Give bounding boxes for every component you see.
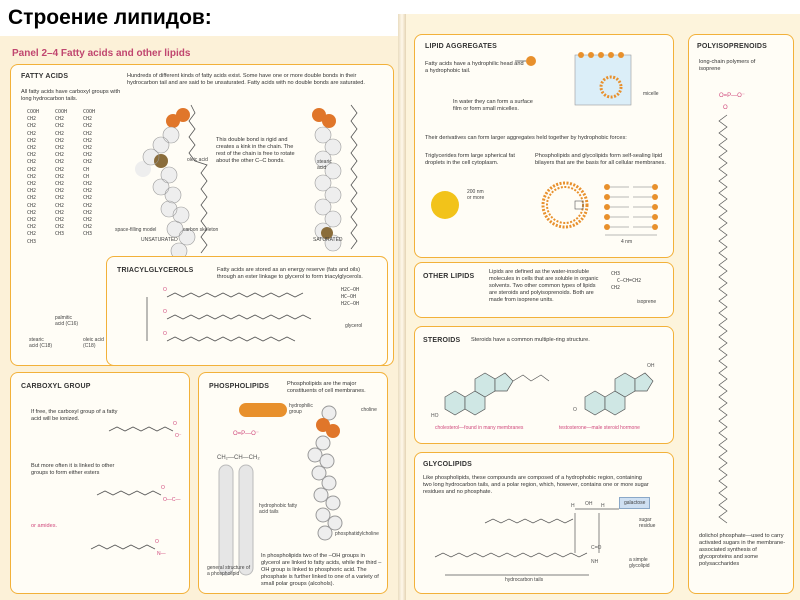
phospholipids-bilayer-text: Phospholipids and glycolipids form self-sealing lipid bilayers that are the basis for all cellular membranes. — [535, 153, 666, 166]
phospholipids-box — [198, 372, 388, 594]
svg-text:O=P—O⁻: O=P—O⁻ — [719, 93, 746, 99]
triglycerides-text: Triglycerides form large spherical fat droplets in the cell cytoplasm. — [425, 153, 515, 166]
lipid-aggregates-heading: LIPID AGGREGATES — [425, 43, 498, 50]
water-beaker — [575, 55, 631, 105]
triacylglycerol-structure — [107, 257, 389, 367]
lipid-aggregates-diagram — [415, 35, 675, 259]
svg-text:OH: OH — [585, 501, 593, 507]
phospholipids-heading: PHOSPHOLIPIDS — [209, 383, 270, 390]
space-filling-label: space-filling model — [115, 227, 157, 233]
svg-text:O: O — [163, 309, 167, 315]
hydrophilic-group-label: hydrophilic group — [289, 403, 313, 415]
svg-text:O: O — [573, 407, 577, 413]
svg-text:OH: OH — [647, 363, 655, 369]
dolichol-phosphate-structure — [689, 35, 795, 595]
head-tail-text: Fatty acids have a hydrophilic head and a hydrophobic tail. — [425, 61, 524, 74]
polyisoprenoids-heading: POLYISOPRENOIDS — [697, 43, 768, 50]
svg-text:O: O — [161, 485, 165, 491]
other-lipids-text: Lipids are defined as the water-insoluble molecules in cells that are soluble in organic solvents. Two other common types of lipids are steroids and polyisoprenoids. Both are made from isoprene units. — [489, 269, 599, 303]
double-bond-note: This double bond is rigid and creates a kink in the chain. The rest of the chain is free to rotate about the other C–C bonds. — [216, 137, 295, 164]
phosphatidylcholine-label: phosphatidylcholine — [335, 531, 379, 537]
svg-text:O=P—O⁻: O=P—O⁻ — [233, 431, 260, 437]
svg-text:N—: N— — [157, 551, 166, 557]
svg-text:O: O — [155, 539, 159, 545]
stearic-chain: COOH CH2 CH2 CH2 CH2 CH2 CH2 CH2 CH2 CH2 CH2 CH2 CH2 CH2 CH2 CH2 CH2 CH3 — [55, 109, 68, 238]
svg-text:HO: HO — [431, 413, 439, 419]
derivatives-text: Their derivatives can form larger aggregates held together by hydrophobic forces: — [425, 135, 627, 141]
phosphatidylcholine-model — [308, 406, 342, 540]
micelle-label: micelle — [643, 91, 659, 97]
fatty-acids-description: Hundreds of different kinds of fatty acids exist. Some have one or more double bonds in their hydrocarbon tail and are said to be unsaturated. Fatty acids with no double bonds are saturated. — [127, 73, 365, 86]
svg-text:H: H — [571, 503, 575, 509]
bilayer-vesicle — [543, 183, 587, 227]
slide-title: Строение липидов: — [8, 6, 212, 29]
phospholipids-text: In phospholipids two of the –OH groups in glycerol are linked to fatty acids, while the third –OH group is linked to phosphoric acid. The phosphate is further linked to one of a variety of small polar groups (alcohols). — [261, 553, 382, 587]
triacylglycerols-text: Fatty acids are stored as an energy reserve (fats and oils) through an ester linkage to glycerol to form triacylglycerols. — [217, 267, 363, 280]
svg-text:NH: NH — [591, 559, 599, 565]
steroids-box — [414, 326, 674, 444]
unsaturated-label: UNSATURATED — [141, 237, 178, 243]
glycerol-label: glycerol — [345, 323, 363, 329]
svg-text:O—C—: O—C— — [163, 497, 181, 503]
svg-text:O: O — [723, 105, 728, 111]
steroids-text: Steroids have a common multiple-ring structure. — [471, 337, 590, 343]
carboxyl-text-esters: But more often it is linked to other groups to form either esters — [31, 463, 115, 476]
panel-title: Panel 2–4 Fatty acids and other lipids — [12, 48, 191, 59]
testosterone-label: testosterone—male steroid hormone — [559, 425, 640, 431]
glycolipids-heading: GLYCOLIPIDS — [423, 461, 473, 468]
glycolipids-box — [414, 452, 674, 594]
size-200nm-label: 200 nm or more — [467, 189, 485, 201]
carboxyl-text-amides: or amides. — [31, 523, 58, 529]
carboxyl-box — [10, 372, 190, 594]
cholesterol-label: cholesterol—found in many membranes — [435, 425, 524, 431]
isoprene-label: isoprene — [637, 299, 657, 305]
palmitic-chain: COOH CH2 CH2 CH2 CH2 CH2 CH2 CH2 CH2 CH2 CH2 CH2 CH2 CH2 CH2 CH2 CH2 CH2 CH3 — [27, 109, 40, 245]
lipid-aggregates-box — [414, 34, 674, 258]
fatty-tail-2 — [239, 465, 253, 575]
svg-text:O: O — [163, 287, 167, 293]
svg-text:C=O: C=O — [591, 545, 602, 551]
triacylglycerols-box — [106, 256, 388, 366]
dolichol-phosphate-text: dolichol phosphate—used to carry activated sugars in the membrane-associated synthesis of glycoproteins and some polysaccharides — [699, 533, 786, 567]
phospholipids-intro: Phospholipids are the major constituents of cell membranes. — [287, 381, 366, 394]
carboxyl-heading: CARBOXYL GROUP — [21, 383, 91, 390]
choline-label: choline — [361, 407, 377, 413]
svg-text:CH₂—CH—CH₂: CH₂—CH—CH₂ — [217, 455, 260, 461]
carboxyl-structures — [11, 373, 191, 595]
saturated-space-filling-model — [312, 108, 341, 251]
oleic-chain: COOH CH2 CH2 CH2 CH2 CH2 CH2 CH2 CH CH CH2 CH2 CH2 CH2 CH2 CH2 CH2 CH3 — [83, 109, 96, 238]
palmitic-label: palmitic acid (C16) — [55, 315, 79, 327]
stearic-skeleton — [351, 105, 357, 249]
hydrophobic-tails-label: hydrophobic fatty acid tails — [259, 503, 298, 515]
glycolipids-text: Like phospholipids, these compounds are composed of a hydrophobic region, containing two long hydrocarbon tails, and a polar region, which, however, contains one or more sugar residues and no phosphate. — [423, 475, 649, 495]
polyisoprenoids-box — [688, 34, 794, 594]
simple-glycolipid-label: a simple glycolipid — [629, 557, 650, 569]
glycolipid-structure — [415, 453, 675, 595]
glycerol-structure: H2C—OH HC—OH H2C—OH — [341, 287, 360, 308]
triacylglycerols-heading: TRIACYLGLYCEROLS — [117, 267, 194, 274]
stearic-label: stearic acid (C18) — [29, 337, 53, 349]
polyisoprenoids-text: long-chain polymers of isoprene — [699, 59, 756, 72]
steroids-heading: STEROIDS — [423, 337, 461, 344]
general-structure-label: general structure of a phospholipid — [207, 565, 251, 577]
fatty-tail-1 — [219, 465, 233, 575]
oleic-label: oleic acid (C18) — [83, 337, 104, 349]
fatty-acids-intro: All fatty acids have carboxyl groups with long hydrocarbon tails. — [21, 89, 121, 102]
hydrocarbon-tails-label: hydrocarbon tails — [505, 577, 544, 583]
other-lipids-heading: OTHER LIPIDS — [423, 273, 475, 280]
svg-text:O⁻: O⁻ — [175, 433, 182, 439]
oleic-acid-label: oleic acid — [187, 157, 208, 163]
fatty-acids-heading: FATTY ACIDS — [21, 73, 69, 80]
galactose-label: galactose — [619, 497, 650, 509]
fat-droplet — [431, 191, 459, 219]
svg-text:O: O — [173, 421, 177, 427]
size-4nm-label: 4 nm — [621, 239, 633, 245]
isoprene-chain — [719, 115, 727, 523]
saturated-label: SATURATED — [313, 237, 343, 243]
carboxyl-text-ionized: If free, the carboxyl group of a fatty acid will be ionized. — [31, 409, 118, 422]
carbon-skeleton-label: carbon skeleton — [183, 227, 219, 233]
svg-text:O: O — [163, 331, 167, 337]
isoprene-structure: CH3 C—CH=CH2 CH2 — [611, 271, 642, 292]
water-text: In water they can form a surface film or form small micelles. — [453, 99, 533, 112]
book-spine — [398, 14, 406, 600]
hydrophilic-head — [239, 403, 287, 417]
other-lipids-box — [414, 262, 674, 318]
sugar-residue-label: sugar residue — [639, 517, 656, 529]
svg-text:H: H — [601, 503, 605, 509]
stearic-acid-label: stearic acid — [317, 159, 332, 171]
